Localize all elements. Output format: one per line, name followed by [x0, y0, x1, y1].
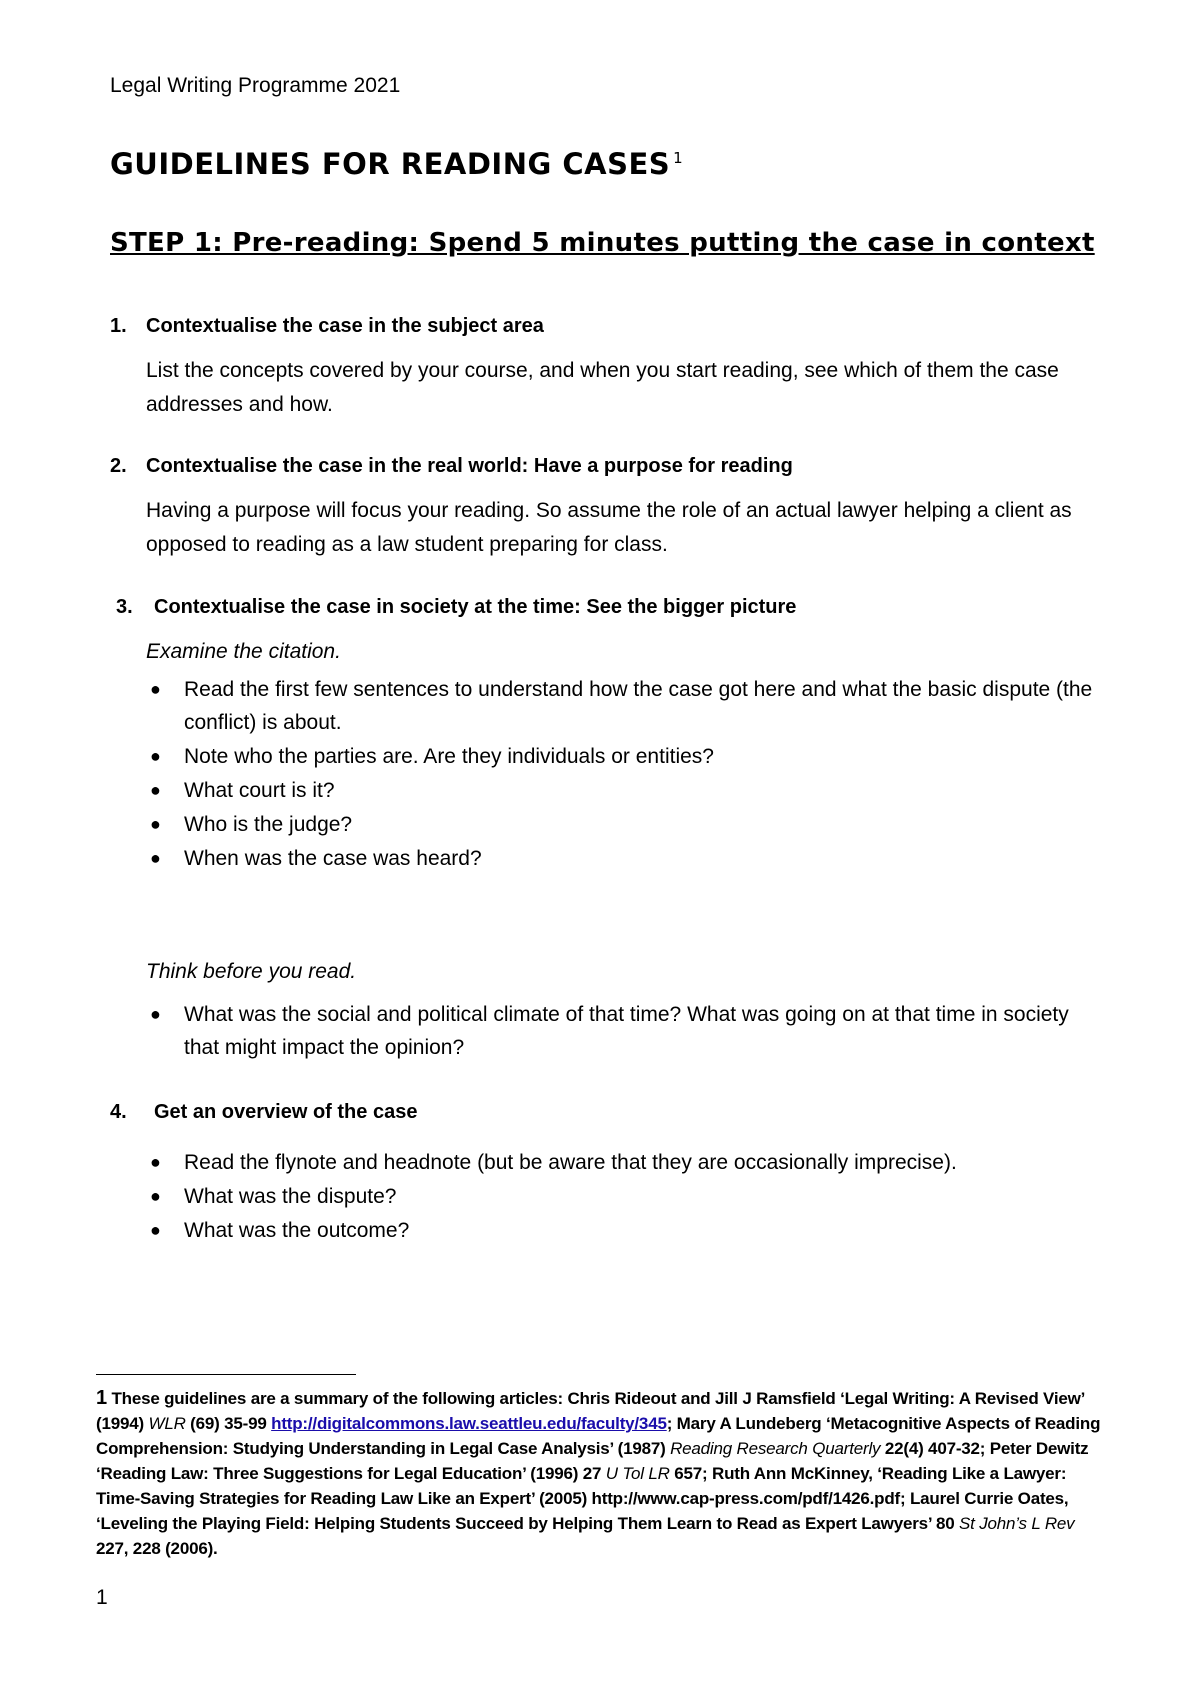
footnote-text-4: 22(4) 407-32; Peter Dewitz ‘Reading Law: Three Suggestions for Legal Education’ (1996) 27	[96, 1439, 1089, 1483]
section-4-number: 4.	[110, 1101, 127, 1123]
list-item	[146, 1180, 1106, 1213]
section-2-title: Contextualise the case in the real world: Have a purpose for reading	[146, 455, 793, 477]
footnote-italic-4: St John’s L Rev	[959, 1514, 1075, 1533]
footnote-separator	[96, 1374, 356, 1375]
section-2-number: 2.	[110, 455, 127, 477]
footnote-text-2: (69) 35-99	[185, 1414, 272, 1433]
bullet-icon: ●	[150, 814, 161, 834]
list-item	[146, 998, 1106, 1064]
section-3-number: 3.	[116, 596, 133, 618]
section-3-subheading-think: Think before you read.	[146, 960, 357, 983]
bullet-icon: ●	[150, 780, 161, 800]
section-1-title: Contextualise the case in the subject area	[146, 315, 544, 337]
section-4-bullet-list	[146, 1146, 1106, 1248]
running-header: Legal Writing Programme 2021	[110, 74, 401, 97]
footnote-mark: 1	[96, 1387, 107, 1409]
list-item-text: When was the case was heard?	[184, 847, 482, 870]
list-item-text: What was the social and political climate of that time? What was going on at that time in society that might impact the opinion?	[184, 1003, 1069, 1059]
list-item-text: What was the dispute?	[184, 1185, 397, 1208]
bullet-icon: ●	[150, 1186, 161, 1206]
section-4-title: Get an overview of the case	[154, 1101, 418, 1123]
step-heading: STEP 1: Pre-reading: Spend 5 minutes putting the case in context	[110, 228, 1095, 258]
list-item-text: What court is it?	[184, 779, 335, 802]
list-item-text: What was the outcome?	[184, 1219, 410, 1242]
section-1-number: 1.	[110, 315, 127, 337]
footnote	[96, 1386, 1106, 1561]
footnote-text-6: 227, 228 (2006).	[96, 1539, 218, 1558]
footnote-italic-2: Reading Research Quarterly	[670, 1439, 881, 1458]
list-item	[146, 774, 1106, 807]
footnote-italic-1: WLR	[148, 1414, 186, 1433]
section-2-paragraph: Having a purpose will focus your reading. So assume the role of an actual lawyer helping a client as opposed to reading as a law student preparing for class.	[146, 499, 1072, 556]
bullet-icon: ●	[150, 679, 161, 699]
page-number: 1	[96, 1586, 108, 1609]
footnote-text-5: 657; Ruth Ann McKinney, ‘Reading Like a Lawyer: Time-Saving Strategies for Reading Law Like an Expert’ (2005) http://www.cap-press.com/pdf/1426.pdf; Laurel Currie Oates, ‘Leveling the Playing Field: Helping Students Succeed by Helping Them Learn to Read as Expert Lawyers’ 80	[96, 1464, 1069, 1533]
list-item	[146, 1214, 1106, 1247]
list-item-text: Read the first few sentences to understand how the case got here and what the basic dispute (the conflict) is about.	[184, 678, 1093, 734]
title-footnote-ref[interactable]: 1	[673, 149, 684, 168]
list-item-text: Read the flynote and headnote (but be aware that they are occasionally imprecise).	[184, 1151, 957, 1174]
bullet-icon: ●	[150, 1004, 161, 1024]
footnote-text-3: ; Mary A Lundeberg ‘Metacognitive Aspects of Reading Comprehension: Studying Understanding in Legal Case Analysis’ (1987)	[96, 1414, 1101, 1458]
page-title	[110, 147, 683, 181]
footnote-link[interactable]: http://digitalcommons.law.seattleu.edu/faculty/345	[271, 1414, 667, 1433]
section-1-paragraph: List the concepts covered by your course, and when you start reading, see which of them the case addresses and how.	[146, 359, 1059, 416]
page-title-text: GUIDELINES FOR READING CASES	[110, 147, 671, 181]
bullet-icon: ●	[150, 848, 161, 868]
list-item	[146, 740, 1106, 773]
list-item	[146, 1146, 1106, 1179]
list-item-text: Who is the judge?	[184, 813, 353, 836]
list-item	[146, 673, 1106, 739]
list-item	[146, 842, 1106, 875]
section-3-subheading-citation: Examine the citation.	[146, 640, 341, 663]
bullet-icon: ●	[150, 746, 161, 766]
footnote-italic-3: U Tol LR	[605, 1464, 670, 1483]
footnote-text-1: These guidelines are a summary of the following articles: Chris Rideout and Jill J Ramsfield ‘Legal Writing: A Revised View’ (1994)	[96, 1389, 1085, 1433]
section-3-bullet-list-1	[146, 673, 1106, 876]
bullet-icon: ●	[150, 1220, 161, 1240]
list-item	[146, 808, 1106, 841]
bullet-icon: ●	[150, 1152, 161, 1172]
section-3-title: Contextualise the case in society at the time: See the bigger picture	[154, 596, 797, 618]
list-item-text: Note who the parties are. Are they individuals or entities?	[184, 745, 714, 768]
section-3-bullet-list-2	[146, 998, 1106, 1065]
